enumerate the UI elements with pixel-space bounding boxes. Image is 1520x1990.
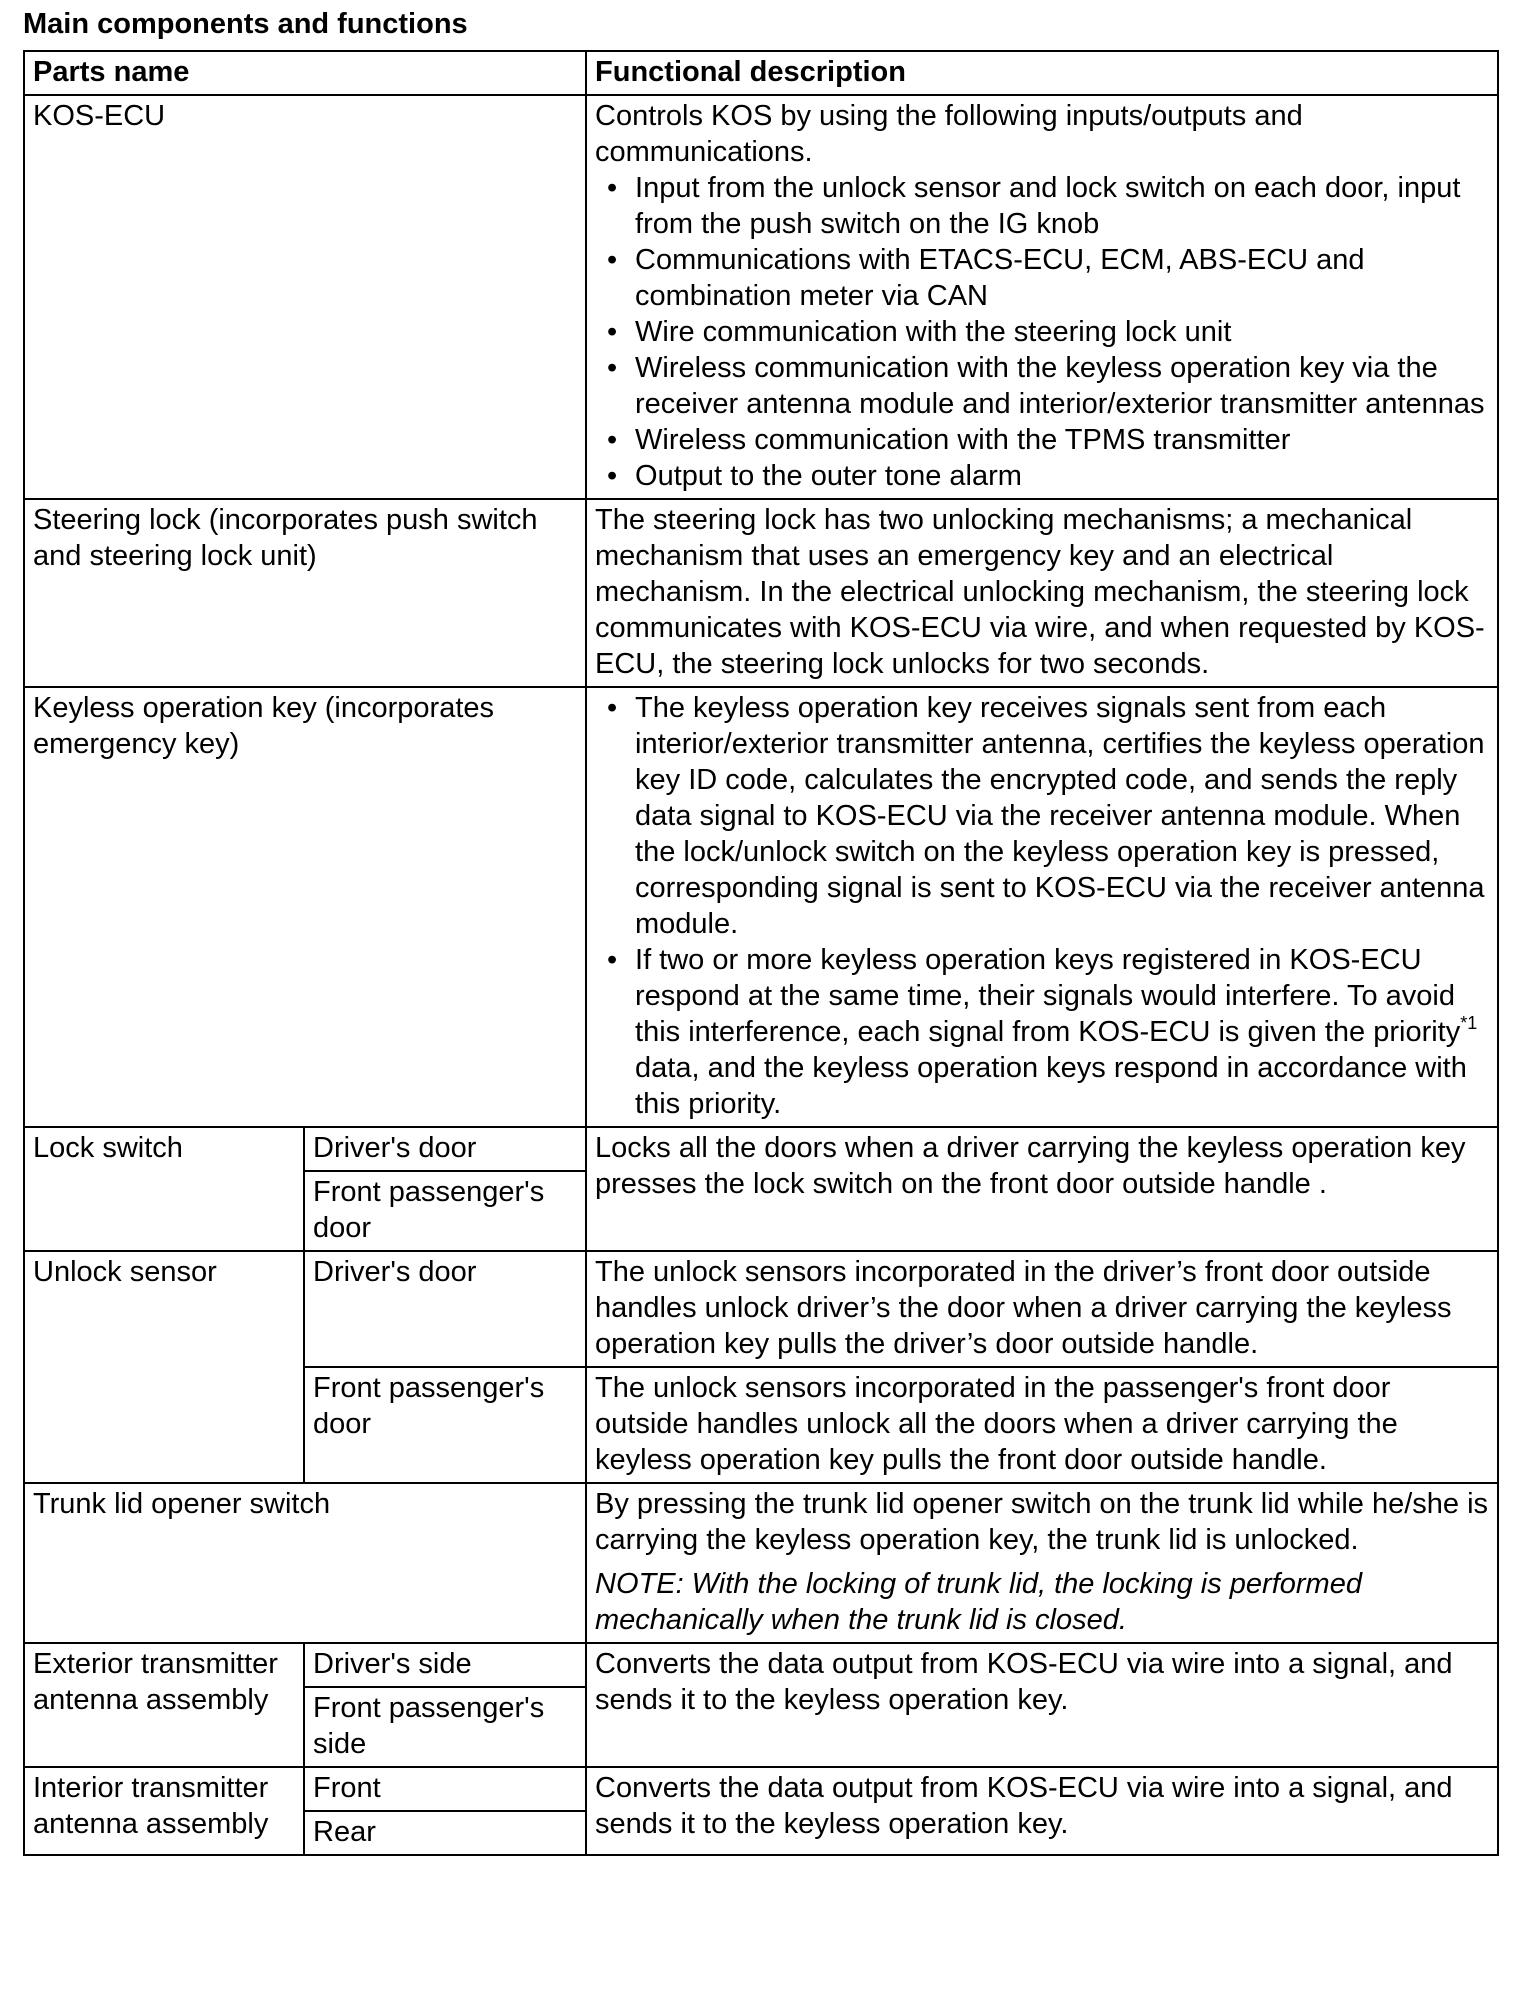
desc-kos-ecu bbox=[586, 95, 1498, 499]
keyless-key-bullet-list bbox=[595, 690, 1489, 1122]
sub-part-front: Front bbox=[304, 1767, 586, 1811]
sub-part-rear: Rear bbox=[304, 1811, 586, 1855]
table-row bbox=[24, 1127, 1498, 1171]
desc-kos-ecu-intro: Controls KOS by using the following inputs/outputs and communications. bbox=[595, 100, 1303, 168]
table-header-row bbox=[24, 51, 1498, 95]
table-row bbox=[24, 1643, 1498, 1687]
table-row bbox=[24, 499, 1498, 687]
list-item: • Communications with ETACS-ECU, ECM, ABS-ECU and combination meter via CAN bbox=[635, 242, 1489, 314]
table-row bbox=[24, 687, 1498, 1127]
components-table bbox=[23, 50, 1499, 1856]
desc-keyless-key bbox=[586, 687, 1498, 1127]
header-functional-description: Functional description bbox=[586, 51, 1498, 95]
list-item: • Wireless communication with the TPMS transmitter bbox=[635, 422, 1489, 458]
part-name-steering-lock: Steering lock (incorporates push switch and steering lock unit) bbox=[24, 499, 586, 687]
part-name-trunk-switch: Trunk lid opener switch bbox=[24, 1483, 586, 1643]
list-item: • Output to the outer tone alarm bbox=[635, 458, 1489, 494]
part-name-lock-switch: Lock switch bbox=[24, 1127, 304, 1251]
sub-part-drivers-door: Driver's door bbox=[304, 1251, 586, 1367]
desc-exterior-antenna: Converts the data output from KOS-ECU via wire into a signal, and sends it to the keyless operation key. bbox=[586, 1643, 1498, 1767]
priority-text-end: data, and the keyless operation keys respond in accordance with this priority. bbox=[635, 1052, 1467, 1120]
table-row bbox=[24, 95, 1498, 499]
sub-part-passenger-side: Front passenger's side bbox=[304, 1687, 586, 1767]
list-item: • The keyless operation key receives signals sent from each interior/exterior transmitter antenna, certifies the keyless operation key ID code, calculates the encrypted code, and sends the reply data signal to KOS-ECU via the receiver antenna module. When the lock/unlock switch on the keyless operation key is pressed, corresponding signal is sent to KOS-ECU via the receiver antenna module. bbox=[635, 690, 1489, 942]
list-item: • Wireless communication with the keyless operation key via the receiver antenna module and interior/exterior transmitter antennas bbox=[635, 350, 1489, 422]
desc-interior-antenna: Converts the data output from KOS-ECU via wire into a signal, and sends it to the keyless operation key. bbox=[586, 1767, 1498, 1855]
desc-lock-switch: Locks all the doors when a driver carrying the keyless operation key presses the lock switch on the front door outside handle . bbox=[586, 1127, 1498, 1251]
desc-trunk-switch bbox=[586, 1483, 1498, 1643]
sub-part-passenger-door: Front passenger's door bbox=[304, 1367, 586, 1483]
trunk-note: NOTE: With the locking of trunk lid, the locking is performed mechanically when the trunk lid is closed. bbox=[595, 1568, 1362, 1636]
list-item: • Input from the unlock sensor and lock switch on each door, input from the push switch on the IG knob bbox=[635, 170, 1489, 242]
footnote-marker: *1 bbox=[1460, 1013, 1478, 1033]
table-row bbox=[24, 1767, 1498, 1811]
desc-unlock-sensor-driver: The unlock sensors incorporated in the driver’s front door outside handles unlock driver’s the door when a driver carrying the keyless operation key pulls the driver’s door outside handle. bbox=[586, 1251, 1498, 1367]
part-name-unlock-sensor: Unlock sensor bbox=[24, 1251, 304, 1483]
part-name-keyless-key: Keyless operation key (incorporates emergency key) bbox=[24, 687, 586, 1127]
desc-steering-lock: The steering lock has two unlocking mechanisms; a mechanical mechanism that uses an emergency key and an electrical mechanism. In the electrical unlocking mechanism, the steering lock communicates with KOS-ECU via wire, and when requested by KOS-ECU, the steering lock unlocks for two seconds. bbox=[586, 499, 1498, 687]
page-title: Main components and functions bbox=[23, 8, 468, 40]
sub-part-drivers-side: Driver's side bbox=[304, 1643, 586, 1687]
priority-text: If two or more keyless operation keys registered in KOS-ECU respond at the same time, their signals would interfere. To avoid this interference, each signal from KOS-ECU is given the priority bbox=[635, 944, 1461, 1048]
part-name-interior-antenna: Interior transmitter antenna assembly bbox=[24, 1767, 304, 1855]
list-item bbox=[635, 942, 1489, 1122]
part-name-kos-ecu: KOS-ECU bbox=[24, 95, 586, 499]
desc-unlock-sensor-passenger: The unlock sensors incorporated in the passenger's front door outside handles unlock all the doors when a driver carrying the keyless operation key pulls the front door outside handle. bbox=[586, 1367, 1498, 1483]
header-parts-name: Parts name bbox=[24, 51, 586, 95]
kos-ecu-bullet-list bbox=[595, 170, 1489, 494]
table-row bbox=[24, 1251, 1498, 1367]
sub-part-drivers-door: Driver's door bbox=[304, 1127, 586, 1171]
desc-trunk-text: By pressing the trunk lid opener switch on the trunk lid while he/she is carrying the keyless operation key, the trunk lid is unlocked. bbox=[595, 1488, 1489, 1556]
list-item: • Wire communication with the steering lock unit bbox=[635, 314, 1489, 350]
sub-part-passenger-door: Front passenger's door bbox=[304, 1171, 586, 1251]
table-row bbox=[24, 1483, 1498, 1643]
part-name-exterior-antenna: Exterior transmitter antenna assembly bbox=[24, 1643, 304, 1767]
